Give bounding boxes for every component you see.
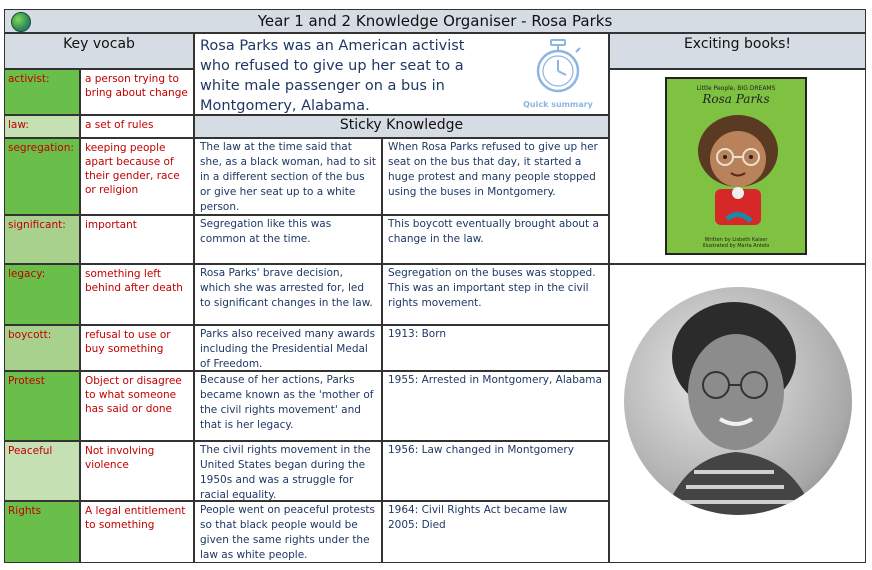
sticky-knowledge-heading bbox=[194, 115, 609, 138]
summary-icon-label: Quick summary bbox=[523, 100, 593, 109]
sticky-fact-right: This boycott eventually brought about a change in the law. bbox=[382, 215, 609, 264]
vocab-definition: a set of rules bbox=[80, 115, 194, 138]
vocab-term: Protest bbox=[4, 371, 80, 441]
vocab-definition: important bbox=[80, 215, 194, 264]
sticky-fact-right: 1913: Born bbox=[382, 325, 609, 371]
sticky-fact-right: 1964: Civil Rights Act became law 2005: Died bbox=[382, 501, 609, 563]
book-series: Little People, BIG DREAMS bbox=[696, 85, 776, 92]
books-heading-text: Exciting books! bbox=[683, 36, 792, 52]
sticky-fact-left: Because of her actions, Parks became known as the 'mother of the civil rights movement' and that is her legacy. bbox=[194, 371, 382, 441]
book-credits: Written by Lisbeth Kaiser Illustrated by Marta Antelo bbox=[702, 237, 770, 249]
sticky-fact-left: Segregation like this was common at the time. bbox=[194, 215, 382, 264]
vocab-definition: A legal entitlement to something bbox=[80, 501, 194, 563]
stopwatch-icon bbox=[513, 38, 603, 108]
page-title: Year 1 and 2 Knowledge Organiser - Rosa Parks bbox=[257, 12, 613, 30]
vocab-definition: Not involving violence bbox=[80, 441, 194, 501]
sticky-fact-right: 1955: Arrested in Montgomery, Alabama bbox=[382, 371, 609, 441]
vocab-term: Rights bbox=[4, 501, 80, 563]
rosa-illustration bbox=[667, 109, 809, 229]
sticky-knowledge-heading-text: Sticky Knowledge bbox=[339, 117, 464, 133]
vocab-definition: a person trying to bring about change bbox=[80, 69, 194, 115]
globe-icon bbox=[11, 12, 31, 32]
vocab-definition: Object or disagree to what someone has said or done bbox=[80, 371, 194, 441]
photo-cell bbox=[609, 264, 866, 563]
vocab-term: significant: bbox=[4, 215, 80, 264]
sticky-fact-left: People went on peaceful protests so that black people would be given the same rights under the law as white people. bbox=[194, 501, 382, 563]
sticky-fact-left: Parks also received many awards including the Presidential Medal of Freedom. bbox=[194, 325, 382, 371]
sticky-fact-left: The law at the time said that she, as a black woman, had to sit in a different section of the bus or give her seat up to a white person. bbox=[194, 138, 382, 215]
sticky-fact-right: 1956: Law changed in Montgomery bbox=[382, 441, 609, 501]
vocab-term: segregation: bbox=[4, 138, 80, 215]
key-vocab-heading-text: Key vocab bbox=[63, 36, 135, 52]
vocab-term: boycott: bbox=[4, 325, 80, 371]
sticky-fact-right: Segregation on the buses was stopped. This was an important step in the civil rights movement. bbox=[382, 264, 609, 325]
sticky-fact-left: Rosa Parks' brave decision, which she was arrested for, led to significant changes in the law. bbox=[194, 264, 382, 325]
summary-box bbox=[194, 33, 609, 115]
vocab-definition: keeping people apart because of their gender, race or religion bbox=[80, 138, 194, 215]
rosa-parks-photo bbox=[624, 287, 852, 515]
vocab-term: law: bbox=[4, 115, 80, 138]
vocab-term: Peaceful bbox=[4, 441, 80, 501]
book-cover bbox=[665, 77, 807, 255]
books-heading bbox=[609, 33, 866, 69]
vocab-term: activist: bbox=[4, 69, 80, 115]
page-title-bar bbox=[4, 9, 866, 33]
book-cover-cell bbox=[609, 69, 866, 264]
sticky-fact-right: When Rosa Parks refused to give up her seat on the bus that day, it started a huge protest and many people stopped using the buses in Montgomery. bbox=[382, 138, 609, 215]
vocab-definition: something left behind after death bbox=[80, 264, 194, 325]
vocab-term: legacy: bbox=[4, 264, 80, 325]
book-title: Rosa Parks bbox=[702, 92, 770, 106]
key-vocab-heading bbox=[4, 33, 194, 69]
summary-text: Rosa Parks was an American activist who refused to give up her seat to a white male passenger on a bus in Montgomery, Alabama. bbox=[200, 38, 465, 114]
vocab-definition: refusal to use or buy something bbox=[80, 325, 194, 371]
sticky-fact-left: The civil rights movement in the United States began during the 1950s and was a struggle for racial equality. bbox=[194, 441, 382, 501]
